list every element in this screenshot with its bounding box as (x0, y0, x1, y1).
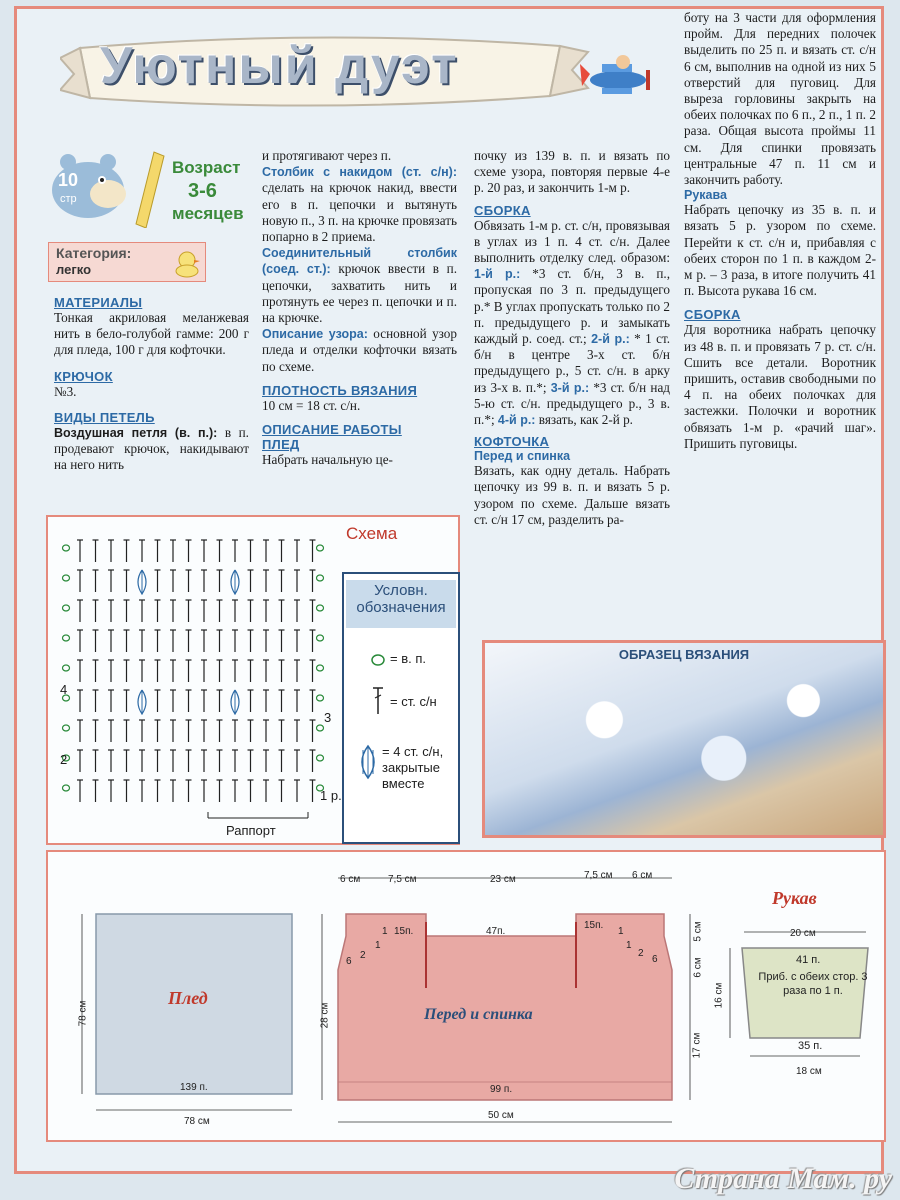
row-1-label: 1-й р.: (474, 267, 521, 282)
body-side-left: 15п. (394, 926, 414, 937)
body-dec-right-4: 6 (652, 954, 658, 965)
body-right-dim-1: 5 см (692, 921, 704, 942)
chain-stitch-icon (368, 650, 388, 670)
badge-number: 10 (58, 170, 79, 190)
body-dec-right-2: 1 (626, 940, 632, 951)
chain-stitch (317, 605, 324, 611)
hook-heading: КРЮЧОК (54, 368, 113, 384)
body-top-dim-5: 6 см (632, 870, 653, 881)
body-top-dim-2: 7,5 см (388, 874, 417, 885)
blanket-stitches: 139 п. (180, 1082, 208, 1093)
body-dec-left-2: 1 (375, 940, 381, 951)
double-crochet-icon (370, 686, 386, 716)
legend-chain: = в. п. (390, 651, 426, 666)
row-label-4: 4 (60, 682, 68, 697)
col4-assembly-heading: СБОРКА (684, 307, 741, 323)
ss-paragraph (262, 245, 457, 326)
sleeve-top-width: 20 см (790, 928, 816, 939)
chain-stitch (63, 575, 70, 581)
dc-paragraph (262, 164, 457, 245)
sleeve-stitches-bottom: 35 п. (798, 1040, 823, 1052)
row-2-label: 2-й р.: (591, 332, 630, 347)
chain-stitch (317, 725, 324, 731)
jacket-text: Вязать, как одну деталь. Набрать цепочку из 99 в. п. и вязать 5 р. узором по схеме. Дальше вязать ст. с/н 17 см, разделить ра- (474, 463, 670, 527)
sleeves-heading: Рукава (684, 188, 727, 203)
ruler-icon (132, 148, 168, 228)
airplane-icon (578, 40, 658, 110)
body-dec-right-3: 2 (638, 948, 644, 959)
blanket-label: Плед (168, 988, 208, 1008)
assembly-text-b: *3 ст. б/н, 3 в. п., пропуская по 3 п. предыдущего р.* В углах пропускать только по 2 п. предыдущего р. и замыкать каждый р. соед. ст.; (474, 266, 671, 347)
scheme-title: Схема (346, 524, 398, 543)
column-1 (54, 295, 249, 473)
sleeves-text: Набрать цепочку из 35 в. п. и вязать 5 р. узором по схеме. Перейти к ст. с/н и, прибавляя с обеих сторон по 1 п. в каждом 2-м р. – 3 раза, в итоге получить 41 п. Высота рукава 16 см. (684, 202, 876, 299)
ss-text: крючок ввести в п. цепочки, захватить нить и протянуть ее через п. цепочки и п. на крючке. (262, 261, 457, 326)
crochet-chart (58, 530, 343, 840)
assembly-text-e: вязать, как 2-й р. (535, 412, 633, 428)
column-3 (474, 148, 670, 528)
body-label: Перед и спинка (424, 1006, 533, 1023)
cluster-stitch-icon (356, 744, 380, 782)
loops-heading: ВИДЫ ПЕТЕЛЬ (54, 409, 155, 425)
body-dec-right-1: 1 (618, 926, 624, 937)
blanket-heading: ПЛЕД (262, 437, 300, 453)
body-dec-left-1: 1 (382, 926, 388, 937)
page-title: Уютный дуэт (100, 37, 459, 95)
body-width: 50 см (488, 1110, 514, 1121)
assembly-text-d: *3 ст. б/н над 5-ю ст. с/н. предыдущего р., 3 в. п.*; (474, 379, 671, 428)
body-dec-left-3: 2 (360, 950, 366, 961)
sleeve-height: 16 см (713, 982, 725, 1009)
legend-title: Условн. обозначения (346, 580, 456, 628)
materials-heading: МАТЕРИАЛЫ (54, 295, 143, 310)
body-right-dim-2: 6 см (692, 957, 704, 978)
hook-text: №3. (54, 383, 77, 399)
column-2 (262, 148, 457, 468)
chain-stitch (317, 755, 324, 761)
dc-term: Столбик с накидом (ст. с/н): (262, 165, 457, 180)
row-label-1: 1 р. (320, 788, 342, 803)
front-back-heading: Перед и спинка (474, 449, 571, 464)
row-4-label: 4-й р.: (497, 413, 536, 428)
sample-photo (482, 640, 886, 838)
gauge-heading: ПЛОТНОСТЬ ВЯЗАНИЯ (262, 382, 418, 398)
sleeve-stitches-top: 41 п. (796, 954, 821, 966)
body-top-dim-3: 23 см (490, 874, 516, 885)
chain-stitch (317, 695, 324, 701)
chain-stitch (317, 545, 324, 551)
sample-title: ОБРАЗЕЦ ВЯЗАНИЯ (618, 647, 750, 662)
blanket-height: 78 см (77, 1000, 89, 1027)
body-height: 28 см (319, 1002, 331, 1029)
chain-stitch (63, 635, 70, 641)
category-value: легко (56, 262, 92, 277)
chain-stitch (63, 725, 70, 731)
legend-cluster: = 4 ст. с/н, закрытые вместе (382, 744, 444, 791)
body-center: 47п. (486, 926, 506, 937)
body-side-right: 15п. (584, 920, 604, 931)
chain-stitch (317, 665, 324, 671)
dc-text: сделать на крючок накид, ввести его в п. цепочки и вытянуть новую п., 3 п. на крючке провязать попарно в 2 приема. (262, 180, 457, 245)
body-top-dim-4: 7,5 см (584, 870, 613, 881)
row-3-label: 3-й р.: (550, 380, 590, 395)
row-label-2: 2 (60, 752, 68, 767)
legend-dc: = ст. с/н (390, 694, 437, 709)
assembly-paragraph (474, 218, 670, 429)
chain-stitch (63, 605, 70, 611)
age-unit: месяцев (172, 204, 244, 223)
chain-stitch (63, 665, 70, 671)
rapport-label: Раппорт (226, 823, 276, 838)
duck-icon (172, 248, 202, 278)
watermark: Страна Мам. ру (674, 1162, 892, 1195)
assembly-text-c: * 1 ст. б/н в центре 3-х ст. б/н предыдущего р., 5 ст. с/н. в арку из 3-х в. п.*; (474, 331, 671, 395)
age-range: 3-6 (188, 180, 217, 202)
chain-paragraph (54, 425, 249, 474)
chain-stitch (317, 635, 324, 641)
sleeve-note: Приб. с обеих стор. 3 раза по 1 п. (758, 971, 868, 997)
body-top-dim-1: 6 см (340, 874, 361, 885)
work-heading: ОПИСАНИЕ РАБОТЫ (262, 422, 402, 438)
blanket-text: Набрать начальную це- (262, 452, 393, 468)
pattern-text: основной узор пледа и отделки кофточки вязать по схеме. (262, 326, 457, 374)
col3-intro: почку из 139 в. п. и вязать по схеме узора, повторяя первые 4-е р. 20 раз, и закончить 1-м р. (474, 148, 670, 196)
chain-stitch (63, 545, 70, 551)
materials-text: Тонкая акриловая меланжевая нить в бело-голубой гамме: 200 г для пледа, 100 г для кофточки. (54, 310, 249, 358)
blanket-width: 78 см (184, 1116, 210, 1127)
col4-assembly-text: Для воротника набрать цепочку из 48 в. п. и провязать 7 р. ст. с/н. Сшить все детали. Воротник пришить, оставив свободными по 4 п. на обеих полочках для застежки. Полочки и воротник обвязать 1-м р. «рачий шаг». Пришить пуговицы. (684, 322, 876, 451)
body-dec-left-4: 6 (346, 956, 352, 967)
gauge-text: 10 см = 18 ст. с/н. (262, 397, 361, 413)
column-4 (684, 10, 876, 452)
col2-intro: и протягивают через п. (262, 148, 392, 163)
chain-term: Воздушная петля (в. п.): (54, 425, 218, 440)
chain-text: в п. продевают крючок, накидывают на него нить (54, 424, 249, 473)
pattern-term: Описание узора: (262, 327, 368, 342)
chain-stitch (317, 575, 324, 581)
ss-term: Соединительный столбик (соед. ст.): (262, 246, 457, 277)
chain-stitch (63, 785, 70, 791)
sleeve-title: Рукав (772, 888, 817, 908)
category-label: Категория: (56, 245, 132, 261)
sleeve-bottom-width: 18 см (796, 1066, 822, 1077)
body-right-dim-3: 17 см (691, 1032, 703, 1059)
pattern-paragraph (262, 326, 457, 375)
col4-intro: боту на 3 части для оформления пройм. Для передних полочек выделить по 25 п. и вязать ст. с/н 6 см, выполнив на одной из них 5 отверстий для пуговиц. Для выреза горловины закрыть на обеих полочках по 6 п., 2 п., 1 п. 2 раза. Общая высота проймы 11 см. Для спинки провязать центральные 47 п. 11 см и закончить работу. (684, 10, 876, 188)
body-bottom-stitches: 99 п. (490, 1084, 513, 1095)
badge-unit: стр (60, 193, 77, 205)
assembly-text-a: Обвязать 1-м р. ст. с/н, провязывая в углах из 1 п. 4 ст. с/н. Далее выполнить отделку след. образом: (474, 217, 670, 266)
assembly-heading: СБОРКА (474, 202, 531, 218)
age-label: Возраст (172, 158, 241, 177)
row-label-3: 3 (324, 710, 332, 725)
jacket-heading: КОФТОЧКА (474, 434, 550, 450)
